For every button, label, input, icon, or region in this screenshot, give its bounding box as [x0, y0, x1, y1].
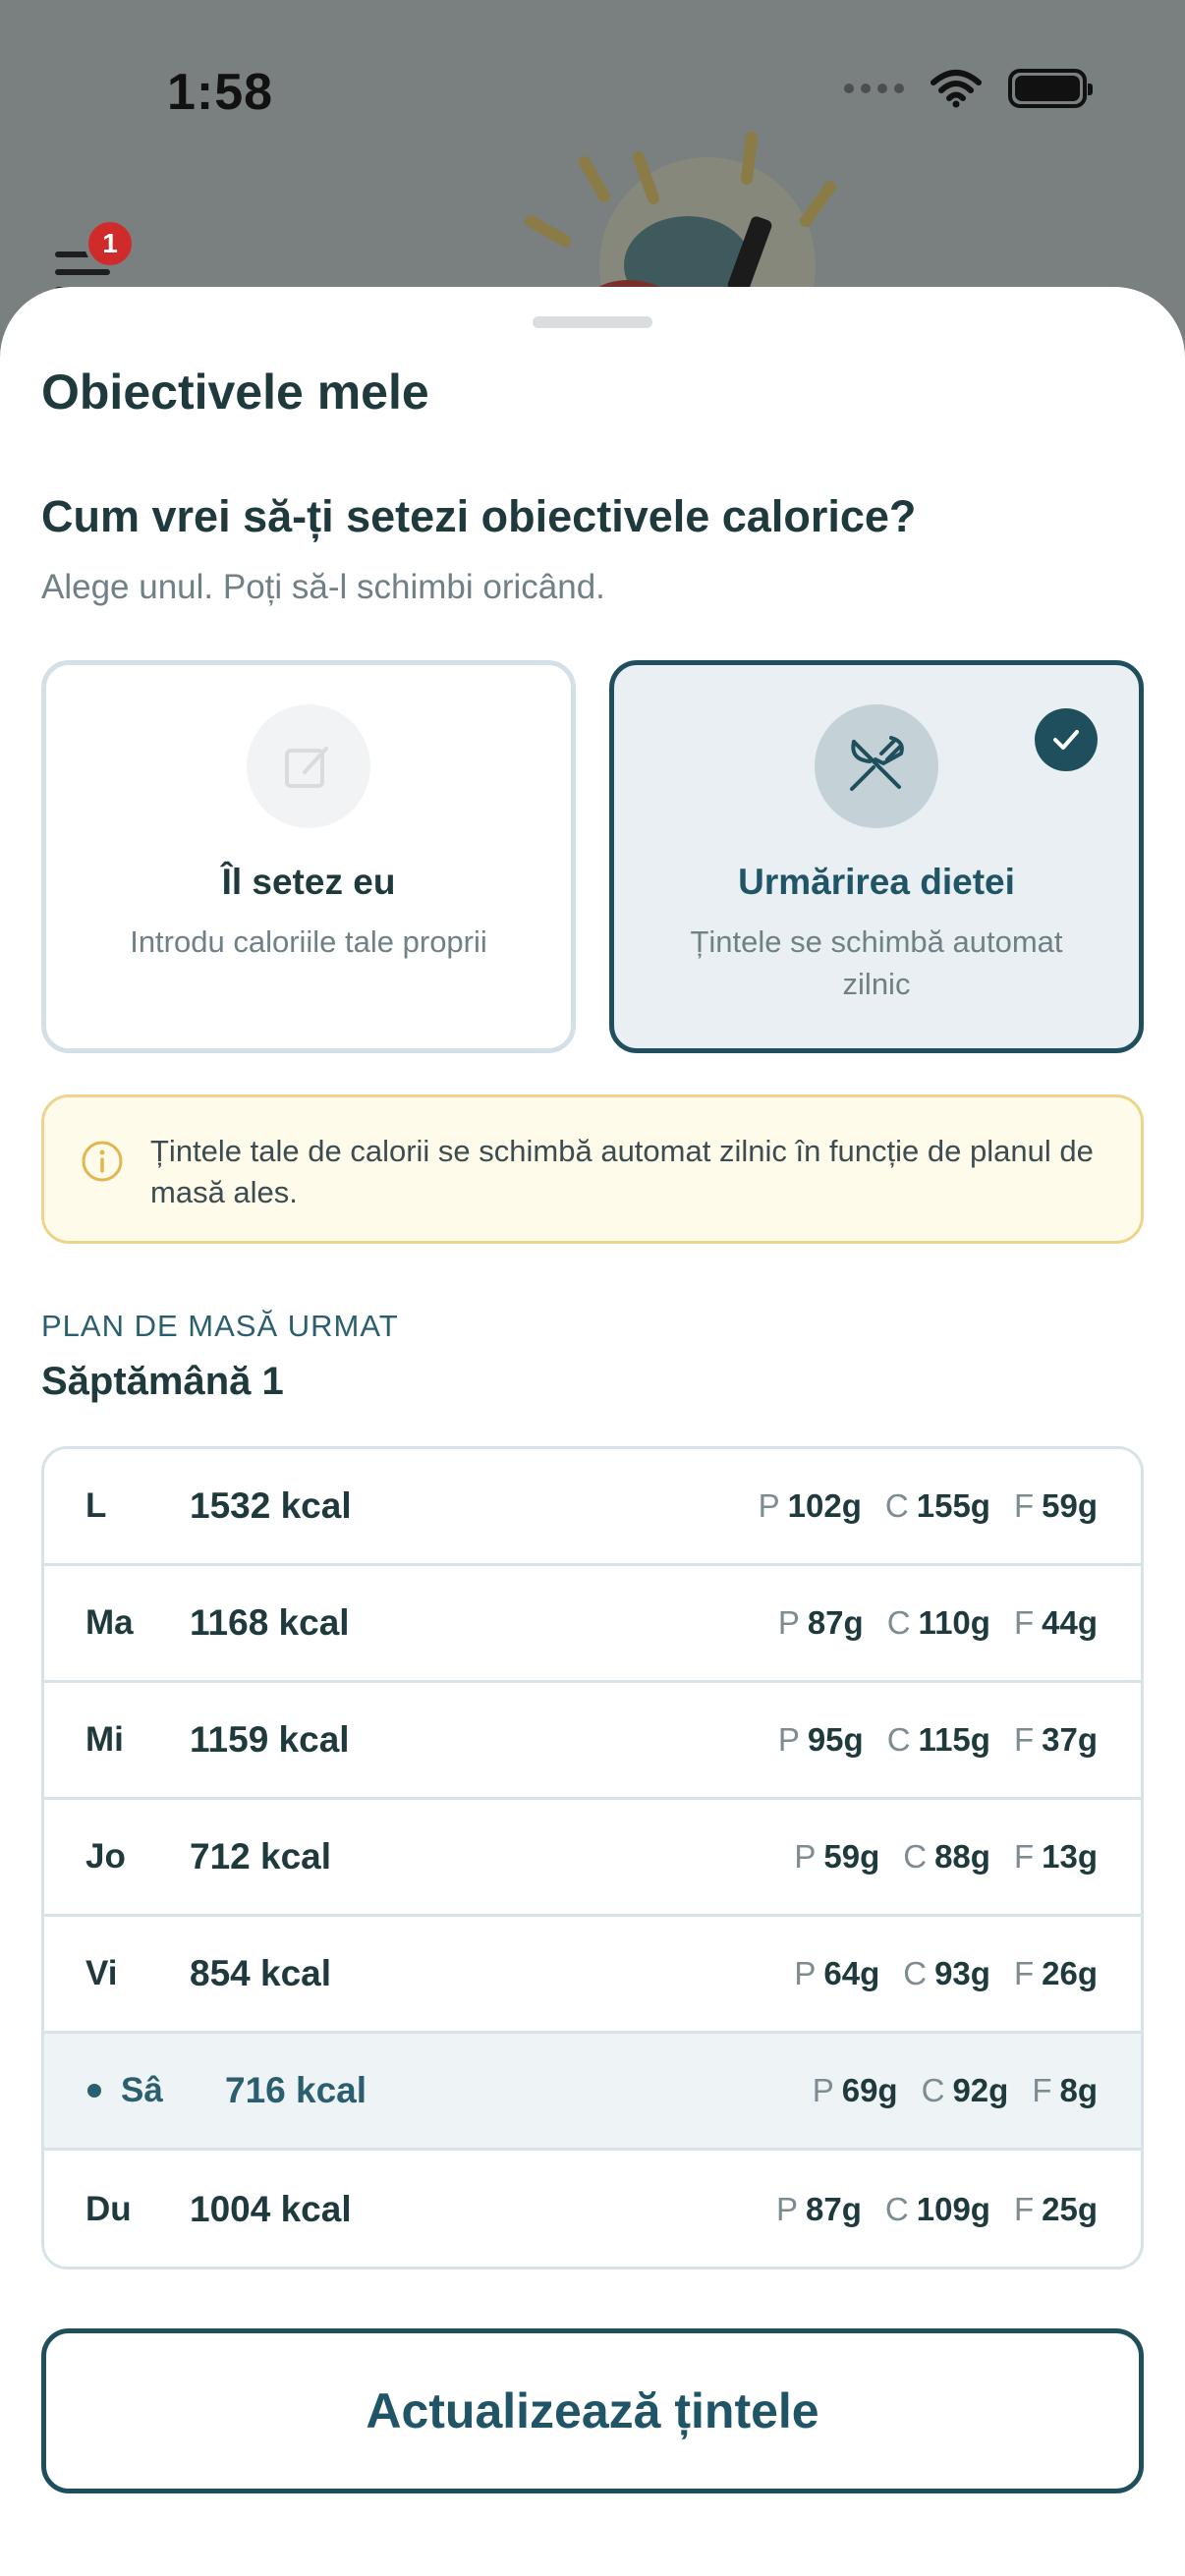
day-row[interactable]	[44, 1800, 1141, 1917]
day-macros	[759, 1487, 1098, 1525]
carbs-label: C	[903, 1955, 928, 1991]
day-row[interactable]	[44, 2151, 1141, 2268]
day-macros	[813, 2072, 1098, 2109]
fat-value: 26g	[1042, 1955, 1098, 1991]
today-indicator-icon	[87, 2084, 101, 2098]
protein-label: P	[777, 1721, 800, 1758]
protein-value: 102g	[787, 1487, 862, 1524]
sheet-title: Obiectivele mele	[41, 364, 429, 420]
protein-value: 87g	[806, 2190, 862, 2227]
day-name: Sâ	[121, 2071, 163, 2109]
day-macros	[776, 2191, 1098, 2228]
option-manual[interactable]	[41, 660, 576, 1053]
fat-label: F	[1013, 1487, 1035, 1524]
day-name: L	[85, 1486, 107, 1525]
day-kcal: 1168 kcal	[190, 1602, 350, 1643]
protein-value: 95g	[807, 1721, 864, 1758]
cellular-dots-icon	[844, 84, 904, 93]
carbs-value: 109g	[916, 2190, 990, 2227]
day-kcal: 712 kcal	[190, 1836, 332, 1876]
protein-value: 69g	[841, 2072, 898, 2108]
day-kcal: 716 kcal	[225, 2070, 367, 2110]
edit-icon-circle	[247, 704, 370, 828]
carbs-value: 115g	[918, 1721, 990, 1758]
days-list	[41, 1446, 1144, 2269]
day-name: Ma	[85, 1603, 134, 1642]
goals-sheet	[0, 287, 1185, 2576]
info-icon	[80, 1139, 125, 1184]
fat-value: 25g	[1042, 2190, 1098, 2227]
day-macros	[778, 1604, 1098, 1642]
plan-label: PLAN DE MASĂ URMAT	[41, 1309, 399, 1343]
option-diet-description: Țintele se schimbă automat zilnic	[690, 924, 1063, 1001]
fat-value: 8g	[1059, 2072, 1098, 2108]
carbs-label: C	[903, 1838, 928, 1875]
update-targets-button[interactable]: Actualizează țintele	[41, 2328, 1144, 2493]
day-row[interactable]	[44, 1449, 1141, 1566]
day-name: Mi	[85, 1720, 124, 1759]
carbs-value: 88g	[934, 1838, 990, 1875]
carbs-label: C	[884, 1487, 909, 1524]
day-macros	[778, 1721, 1098, 1759]
utensils-icon-circle	[815, 704, 938, 828]
day-name: Vi	[85, 1954, 118, 1992]
fat-label: F	[1013, 2190, 1035, 2227]
plan-week: Săptămână 1	[41, 1360, 284, 1403]
carbs-label: C	[921, 2072, 945, 2108]
protein-label: P	[777, 1604, 800, 1641]
status-time: 1:58	[167, 64, 274, 121]
protein-label: P	[812, 2072, 834, 2108]
protein-value: 59g	[823, 1838, 880, 1875]
protein-label: P	[794, 1955, 817, 1991]
info-text: Țintele tale de calorii se schimbă automat zilnic în funcție de planul de masă ales.	[150, 1134, 1094, 1209]
fat-label: F	[1013, 1604, 1035, 1641]
carbs-value: 155g	[916, 1487, 990, 1524]
option-manual-title: Îl setez eu	[221, 862, 396, 902]
protein-value: 64g	[823, 1955, 880, 1991]
carbs-value: 92g	[952, 2072, 1009, 2108]
day-name: Du	[85, 2189, 132, 2228]
option-diet-tracking[interactable]	[609, 660, 1144, 1053]
protein-label: P	[794, 1838, 817, 1875]
question-heading: Cum vrei să-ți setezi obiectivele calorice?	[41, 491, 917, 541]
option-manual-description: Introdu caloriile tale proprii	[130, 924, 487, 959]
carbs-label: C	[886, 1721, 911, 1758]
fat-label: F	[1013, 1955, 1035, 1991]
day-kcal: 854 kcal	[190, 1953, 332, 1993]
day-name: Jo	[85, 1837, 126, 1876]
fat-label: F	[1032, 2072, 1052, 2108]
question-subtitle: Alege unul. Poți să-l schimbi oricând.	[41, 568, 605, 606]
protein-label: P	[758, 1487, 780, 1524]
carbs-value: 93g	[934, 1955, 990, 1991]
day-row[interactable]	[44, 1683, 1141, 1800]
carbs-label: C	[886, 1604, 911, 1641]
battery-icon	[1008, 69, 1087, 108]
protein-value: 87g	[807, 1604, 864, 1641]
fat-label: F	[1013, 1721, 1035, 1758]
day-kcal: 1004 kcal	[190, 2188, 352, 2229]
utensils-icon	[840, 730, 913, 803]
fat-label: F	[1013, 1838, 1035, 1875]
selected-check-icon	[1035, 708, 1098, 771]
info-notice	[41, 1094, 1144, 1244]
day-kcal: 1159 kcal	[190, 1719, 350, 1760]
sheet-grabber[interactable]	[533, 316, 652, 328]
status-icons	[844, 69, 1087, 108]
day-macros	[794, 1955, 1098, 1992]
day-row[interactable]	[44, 1566, 1141, 1683]
day-row[interactable]	[44, 1917, 1141, 2034]
option-diet-title: Urmărirea dietei	[738, 862, 1015, 902]
fat-value: 13g	[1042, 1838, 1098, 1875]
day-macros	[794, 1838, 1098, 1876]
day-row-today[interactable]	[44, 2034, 1141, 2151]
fat-value: 37g	[1042, 1721, 1098, 1758]
fat-value: 44g	[1042, 1604, 1098, 1641]
protein-label: P	[776, 2190, 799, 2227]
carbs-value: 110g	[918, 1604, 990, 1641]
notification-badge: 1	[85, 218, 136, 269]
wifi-icon	[930, 69, 983, 108]
edit-icon	[279, 737, 338, 796]
fat-value: 59g	[1042, 1487, 1098, 1524]
day-kcal: 1532 kcal	[190, 1485, 352, 1526]
carbs-label: C	[884, 2190, 909, 2227]
